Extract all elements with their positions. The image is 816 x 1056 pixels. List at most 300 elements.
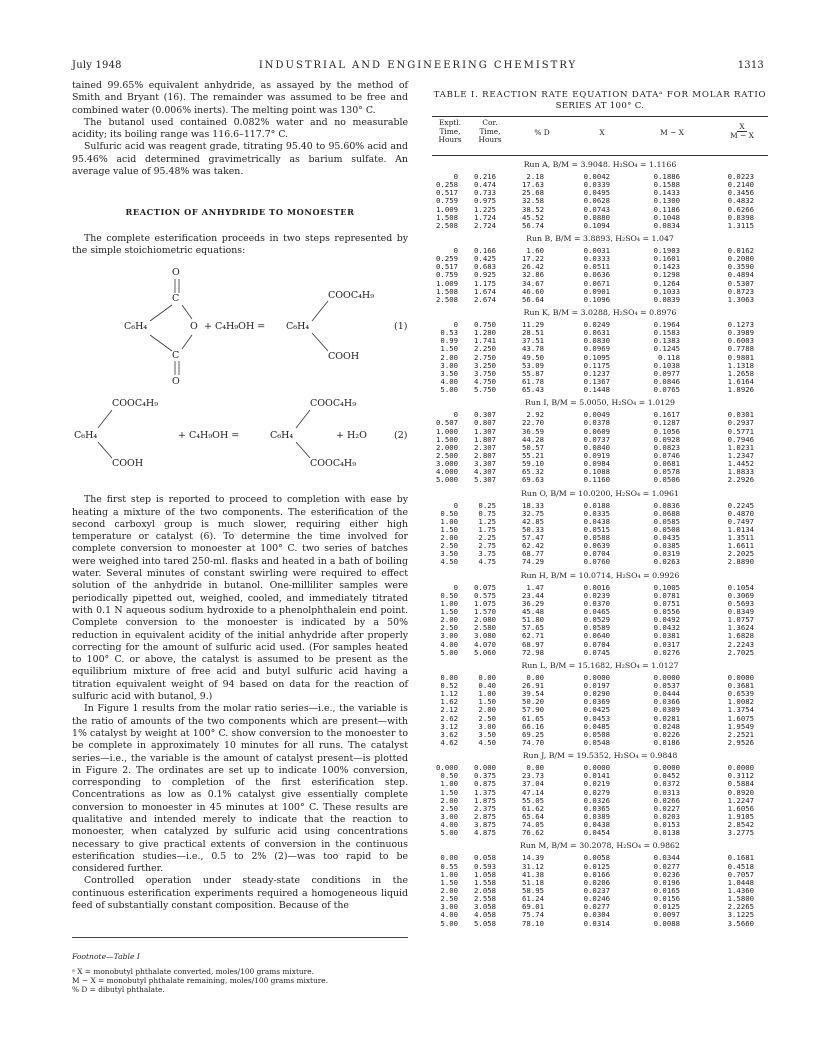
table-cell: 44.28 (522, 434, 544, 444)
table-cell: 5.00 (440, 828, 458, 838)
table-cell: 0.0969 (583, 344, 610, 354)
table-cell: 0.0846 (653, 376, 680, 386)
table-cell: 1.6056 (727, 803, 754, 813)
column-header: X M − X (730, 122, 754, 140)
run-title: Run K, B/M = 3.0288, H₂SO₄ = 0.8976 (523, 307, 677, 317)
table-cell: 0.0000 (727, 672, 754, 682)
table-cell: 0.0333 (583, 254, 610, 264)
table-cell: 2.580 (474, 623, 496, 633)
table-cell: 0.1095 (583, 352, 610, 362)
table-cell: 2.50 (440, 803, 458, 813)
table-cell: 1.0231 (727, 442, 754, 452)
table-cell: 1.0134 (727, 524, 754, 534)
table-cell: 0.1383 (653, 336, 680, 346)
table-cell: 4.070 (474, 639, 496, 649)
table-cell: 66.16 (522, 721, 544, 731)
table-cell: 74.29 (522, 557, 544, 567)
table-cell: 3.750 (474, 368, 496, 378)
table-cell: 0.0631 (583, 328, 610, 338)
table-caption: TABLE I. REACTION RATE EQUATION DATAᵃ FOR MOLAR RATIO SERIES AT 100° C. (433, 90, 767, 111)
table-cell: 0.0704 (583, 549, 610, 559)
table-cell: 4.00 (440, 376, 458, 386)
table-cell: 0.0381 (653, 631, 680, 641)
table-cell: 4.00 (440, 639, 458, 649)
table-cell: 3.5660 (727, 918, 754, 928)
run-block (432, 840, 768, 927)
table-cell: 0.3590 (727, 262, 754, 272)
table-cell: 0.1886 (653, 172, 680, 181)
table-cell: 55.05 (522, 795, 544, 805)
table-row (432, 829, 768, 837)
table-cell: 0.0197 (583, 681, 610, 691)
table-cell: 1.225 (474, 204, 496, 214)
table-cell: 0.0162 (727, 245, 754, 255)
table-cell: 0.0248 (653, 721, 680, 731)
table-cell: 1.6075 (727, 713, 754, 723)
table-cell: 0.216 (474, 172, 496, 181)
table-cell: 2.18 (526, 172, 544, 181)
run-block (432, 660, 768, 747)
table-cell: 0.875 (474, 779, 496, 789)
table-cell: 0.0465 (583, 607, 610, 617)
table-cell: 43.78 (522, 344, 544, 354)
table-cell: 55.87 (522, 368, 544, 378)
table-cell: 1.50 (440, 524, 458, 534)
table-cell: 1.058 (474, 869, 496, 879)
table-cell: 68.77 (522, 549, 544, 559)
table-cell: 1.075 (474, 598, 496, 608)
table-cell: 2.50 (440, 623, 458, 633)
table-cell: 1.2247 (727, 795, 754, 805)
table-cell: 0.0880 (583, 212, 610, 222)
footnote-line: % D = dibutyl phthalate. (72, 985, 165, 994)
table-cell: 1.0448 (727, 877, 754, 887)
table-cell: 0.4870 (727, 508, 754, 518)
table-cell: 0.3456 (727, 188, 754, 198)
table-cell: 68.97 (522, 639, 544, 649)
table-cell: 0.50 (440, 508, 458, 518)
table-cell: 38.52 (522, 204, 544, 214)
table-cell: 0.0435 (653, 533, 680, 543)
table-cell: 0.0984 (583, 459, 610, 469)
table-cell: 3.00 (440, 360, 458, 370)
column-header: Exptl. Time, Hours (438, 118, 462, 144)
table-cell: 2.080 (474, 615, 496, 625)
table-cell: 0.0746 (653, 450, 680, 460)
table-row (432, 476, 768, 484)
table-cell: 65.32 (522, 467, 544, 477)
table-cell: 0.0058 (583, 853, 610, 863)
table-cell: 0.0344 (653, 853, 680, 863)
table-cell: 1.00 (478, 689, 496, 699)
table-cell: 0.0508 (583, 729, 610, 739)
table-cell: 32.75 (522, 508, 544, 518)
table-cell: 23.44 (522, 590, 544, 600)
table-cell: 0.55 (440, 861, 458, 871)
table-cell: 0.0370 (583, 598, 610, 608)
table-cell: 34.67 (522, 278, 544, 288)
table-cell: 0.1964 (653, 319, 680, 329)
paragraph: tained 99.65% equivalent anhydride, as assayed by the method of Smith and Bryant (16). The remainder was assumed to be free and combined water (0.006% inerts). The melting point was 130° C. (72, 80, 408, 116)
table-cell: 2.25 (478, 533, 496, 543)
table-cell: 2.00 (478, 705, 496, 715)
table-cell: 2.12 (440, 705, 458, 715)
table-cell: 45.52 (522, 212, 544, 222)
table-cell: 1.0082 (727, 697, 754, 707)
table-cell: 2.508 (436, 220, 458, 230)
table-cell: 0.0365 (583, 803, 610, 813)
table-cell: 0.1300 (653, 196, 680, 206)
paragraph: The butanol used contained 0.082% water and no measurable acidity; its boiling range was 116.6–117.7° C. (72, 116, 408, 141)
table-cell: 0.4894 (727, 270, 754, 280)
table-cell: 0.507 (436, 418, 458, 428)
table-cell: 0.0385 (653, 541, 680, 551)
table-cell: 0.1433 (653, 188, 680, 198)
table-cell: 0.925 (474, 270, 496, 280)
table-cell: 0.0425 (583, 705, 610, 715)
table-cell: 0.3069 (727, 590, 754, 600)
table-cell: 0.0125 (583, 861, 610, 871)
table-cell: 2.2025 (727, 549, 754, 559)
table-cell: 59.10 (522, 459, 544, 469)
table-cell: 0.0452 (653, 771, 680, 781)
table-cell: 0.0438 (583, 820, 610, 830)
table-cell: 0.0313 (653, 787, 680, 797)
table-cell: 0.0141 (583, 771, 610, 781)
table-cell: 2.75 (478, 541, 496, 551)
table-row (432, 386, 768, 394)
run-block (432, 159, 768, 230)
table-cell: 0.25 (478, 500, 496, 510)
table-cell: 11.29 (522, 319, 544, 329)
table-cell: 0.2245 (727, 500, 754, 510)
table-cell: 61.65 (522, 713, 544, 723)
table-cell: 1.2347 (727, 450, 754, 460)
table-cell: 2.375 (474, 803, 496, 813)
table-cell: 0.1423 (653, 262, 680, 272)
table-cell: 2.8542 (727, 820, 754, 830)
table-cell: 5.060 (474, 647, 496, 657)
table-cell: 31.12 (522, 861, 544, 871)
table-cell: 0.0369 (583, 697, 610, 707)
table-cell: 2.7025 (727, 647, 754, 657)
table-cell: 5.00 (440, 647, 458, 657)
table-cell: 1.4360 (727, 885, 754, 895)
table-cell: 2.50 (440, 541, 458, 551)
table-cell: 56.64 (522, 294, 544, 304)
table-cell: 3.00 (478, 721, 496, 731)
run-block (432, 750, 768, 837)
table-cell: 0.0840 (583, 442, 610, 452)
table-cell: 0.1245 (653, 344, 680, 354)
table-cell: 2.00 (440, 533, 458, 543)
table-cell: 1.280 (474, 328, 496, 338)
table-cell: 0.0589 (583, 623, 610, 633)
table-cell: 2.875 (474, 812, 496, 821)
table-cell: 2.62 (440, 713, 458, 723)
table-cell: 0.0537 (653, 681, 680, 691)
table-cell: 0.0188 (583, 500, 610, 510)
table-cell: 0.3112 (727, 771, 754, 781)
table-cell: 1.558 (474, 877, 496, 887)
table-cell: 0.00 (440, 853, 458, 863)
table-cell: 0.0000 (653, 763, 680, 773)
table-cell: 1.47 (526, 582, 544, 592)
table-cell: 5.307 (474, 475, 496, 485)
table-cell: 0.1583 (653, 328, 680, 338)
table-cell: 17.63 (522, 180, 544, 190)
table-cell: 0.0223 (727, 172, 754, 181)
table-cell: 4.000 (436, 467, 458, 477)
table-cell: 45.48 (522, 607, 544, 617)
table-cell: 1.508 (436, 212, 458, 222)
table-cell: 2.500 (436, 450, 458, 460)
table-cell: 56.74 (522, 220, 544, 230)
run-block (432, 488, 768, 567)
table-cell: 51.18 (522, 877, 544, 887)
table-cell: 4.750 (474, 376, 496, 386)
table-cell: 1.60 (526, 245, 544, 255)
table-cell: 0.5771 (727, 426, 754, 436)
table-cell: 0.0823 (653, 442, 680, 452)
table-cell: 39.54 (522, 689, 544, 699)
table-cell: 0.0249 (583, 319, 610, 329)
table-cell: 0.0153 (653, 820, 680, 830)
table-cell: 0.2937 (727, 418, 754, 428)
table-cell: 0.1088 (583, 467, 610, 477)
table-cell: 65.64 (522, 812, 544, 821)
table-cell: 4.50 (478, 738, 496, 748)
table-cell: 0.0263 (653, 557, 680, 567)
table-cell: 0.1094 (583, 220, 610, 230)
table-row (432, 649, 768, 657)
footnote-line: M − X = monobutyl phthalate remaining, moles/100 grams mixture. (72, 976, 328, 985)
table-cell: 3.00 (440, 902, 458, 912)
table-cell: 0.1048 (653, 212, 680, 222)
table-cell: 0.1298 (653, 270, 680, 280)
table-cell: 0.0585 (653, 516, 680, 526)
table-cell: 0.0304 (583, 910, 610, 920)
table-cell: 2.508 (436, 294, 458, 304)
table-cell: 0.0226 (653, 729, 680, 739)
table-cell: 1.724 (474, 212, 496, 222)
table-cell: 0.6003 (727, 336, 754, 346)
table-cell: 0.75 (478, 508, 496, 518)
paragraph: Sulfuric acid was reagent grade, titrating 95.40 to 95.60% acid and 95.46% acid determined gravimetrically as barium sulfate. An average value of 95.48% was taken. (72, 141, 408, 178)
table-cell: 0.0319 (653, 549, 680, 559)
table-cell: 0.0495 (583, 188, 610, 198)
table-cell: 22.70 (522, 418, 544, 428)
table-cell: 0.517 (436, 262, 458, 272)
table-cell: 1.175 (474, 278, 496, 288)
table-cell: 0.0704 (583, 639, 610, 649)
run-title: Run J, B/M = 19.5352, H₂SO₄ = 0.9848 (522, 751, 678, 761)
table-cell: 0.0444 (653, 689, 680, 699)
table-cell: 55.21 (522, 450, 544, 460)
table-cell: 0.0839 (653, 294, 680, 304)
table-cell: 4.62 (440, 738, 458, 748)
table-cell: 0.0515 (583, 524, 610, 534)
table-cell: 0.593 (474, 861, 496, 871)
table-cell: 0.0639 (583, 541, 610, 551)
table-cell: 26.91 (522, 681, 544, 691)
table-cell: 61.62 (522, 803, 544, 813)
table-cell: 37.51 (522, 336, 544, 346)
table-row (432, 739, 768, 747)
table-cell: 0.0309 (653, 705, 680, 715)
table-cell: 3.50 (440, 549, 458, 559)
table-cell: 2.00 (440, 615, 458, 625)
table-cell: 1.009 (436, 278, 458, 288)
table-cell: 0.0928 (653, 434, 680, 444)
table-cell: 5.000 (436, 475, 458, 485)
table-row (432, 222, 768, 230)
table-cell: 57.47 (522, 533, 544, 543)
table-cell: 0.0097 (653, 910, 680, 920)
table-cell: 1.3511 (727, 533, 754, 543)
table-cell: 1.307 (474, 426, 496, 436)
table-cell: 5.058 (474, 918, 496, 928)
table-cell: 0.0609 (583, 426, 610, 436)
table-cell: 0.0236 (653, 869, 680, 879)
table-cell: 1.9549 (727, 721, 754, 731)
table-cell: 0.5884 (727, 779, 754, 789)
table-cell: 0.0453 (583, 713, 610, 723)
issue-date: July 1948 (72, 60, 122, 71)
table-footnote (72, 952, 408, 994)
footnote-title: Footnote—Table I (72, 952, 140, 961)
table-cell: 0.0138 (653, 828, 680, 838)
table-cell: 0.0016 (583, 582, 610, 592)
table-cell: 0.0432 (653, 623, 680, 633)
table-cell: 1.6164 (727, 376, 754, 386)
table-header (432, 117, 768, 155)
table-cell: 0.0438 (583, 516, 610, 526)
table-cell: 0.0166 (583, 869, 610, 879)
table-cell: 57.65 (522, 623, 544, 633)
table-cell: 2.50 (440, 894, 458, 904)
table-cell: 0.0492 (653, 615, 680, 625)
table-cell: 0.259 (436, 254, 458, 264)
equation-1: O C C₆H₄ O + C₄H₉OH = C₆H₄ COOC₄H₉ COOH C O (1) (72, 265, 408, 390)
table-cell: 0.1054 (727, 582, 754, 592)
run-title: Run O, B/M = 10.0200, H₂SO₄ = 1.0961 (521, 488, 679, 498)
table-cell: 1.50 (478, 697, 496, 707)
table-cell: 0.1588 (653, 180, 680, 190)
table-cell: 3.75 (478, 549, 496, 559)
table-cell: 0.5693 (727, 598, 754, 608)
table-cell: 1.50 (440, 877, 458, 887)
table-cell: 2.2243 (727, 639, 754, 649)
table-cell: 0.0688 (653, 508, 680, 518)
table-cell: 0.759 (436, 270, 458, 280)
table-cell: 0.1186 (653, 204, 680, 214)
table-cell: 0.1601 (653, 254, 680, 264)
table-cell: 0.0276 (653, 647, 680, 657)
table-cell: 69.01 (522, 902, 544, 912)
table-cell: 0.53 (440, 328, 458, 338)
table-cell: 1.6611 (727, 541, 754, 551)
page-number: 1313 (737, 60, 764, 71)
table-cell: 0.0628 (583, 196, 610, 206)
table-cell: 0.1160 (583, 475, 610, 485)
table-cell: 0.0042 (583, 172, 610, 181)
table-cell: 0.0830 (583, 336, 610, 346)
table-cell: 0.52 (440, 681, 458, 691)
table-cell: 0.0335 (583, 508, 610, 518)
running-head (72, 60, 764, 74)
table-cell: 0.00 (440, 672, 458, 682)
table-cell: 0.425 (474, 254, 496, 264)
table-cell: 0 (453, 410, 458, 420)
table-cell: 2.00 (440, 795, 458, 805)
table-cell: 1.807 (474, 434, 496, 444)
table-cell: 2.250 (474, 344, 496, 354)
table-cell: 1.4452 (727, 459, 754, 469)
table-cell: 2.674 (474, 294, 496, 304)
table-cell: 0.6539 (727, 689, 754, 699)
table-cell: 0.118 (658, 352, 680, 362)
table-cell: 0.0239 (583, 590, 610, 600)
table-cell: 3.875 (474, 820, 496, 830)
table-cell: 1.00 (440, 516, 458, 526)
table-cell: 0.0781 (653, 590, 680, 600)
table-cell: 62.42 (522, 541, 544, 551)
table-cell: 0.0389 (583, 812, 610, 821)
table-cell: 0.1264 (653, 278, 680, 288)
table-cell: 1.674 (474, 286, 496, 296)
table-cell: 0.9801 (727, 352, 754, 362)
table-cell: 0.0671 (583, 278, 610, 288)
table-cell: 0.0219 (583, 779, 610, 789)
table-body (432, 159, 768, 928)
table-cell: 0.0834 (653, 220, 680, 230)
table-cell: 50.57 (522, 442, 544, 452)
table-cell: 4.00 (440, 910, 458, 920)
table-cell: 37.04 (522, 779, 544, 789)
table-cell: 1.9105 (727, 812, 754, 821)
table-cell: 1.25 (478, 516, 496, 526)
run-title: Run B, B/M = 3.8893, H₂SO₄ = 1.047 (526, 233, 674, 243)
paragraph: The complete esterification proceeds in two steps represented by the simple stoichiometric equations: (72, 232, 408, 256)
table-cell: 1.00 (440, 779, 458, 789)
table-cell: 1.741 (474, 336, 496, 346)
table-cell: 0.0640 (583, 631, 610, 641)
table-cell: 2.2265 (727, 902, 754, 912)
table-cell: 50.33 (522, 524, 544, 534)
table-cell: 0.1617 (653, 410, 680, 420)
table-cell: 0.0314 (583, 918, 610, 928)
table-cell: 1.375 (474, 787, 496, 797)
table-cell: 1.50 (440, 787, 458, 797)
table-cell: 0.00 (526, 672, 544, 682)
run-block (432, 233, 768, 304)
table-cell: 1.8926 (727, 385, 754, 395)
table-cell: 0 (453, 582, 458, 592)
table-cell: 0.0000 (653, 672, 680, 682)
table-cell: 0.4832 (727, 196, 754, 206)
table-cell: 0.759 (436, 196, 458, 206)
table-cell: 0.0454 (583, 828, 610, 838)
table-cell: 2.9526 (727, 738, 754, 748)
table-cell: 0.0277 (583, 902, 610, 912)
table-cell: 1.1318 (727, 360, 754, 370)
table-cell: 0.0765 (653, 385, 680, 395)
table-cell: 1.875 (474, 795, 496, 805)
table-cell: 1.3624 (727, 623, 754, 633)
table-cell: 0.000 (436, 763, 458, 773)
table-cell: 0 (453, 172, 458, 181)
